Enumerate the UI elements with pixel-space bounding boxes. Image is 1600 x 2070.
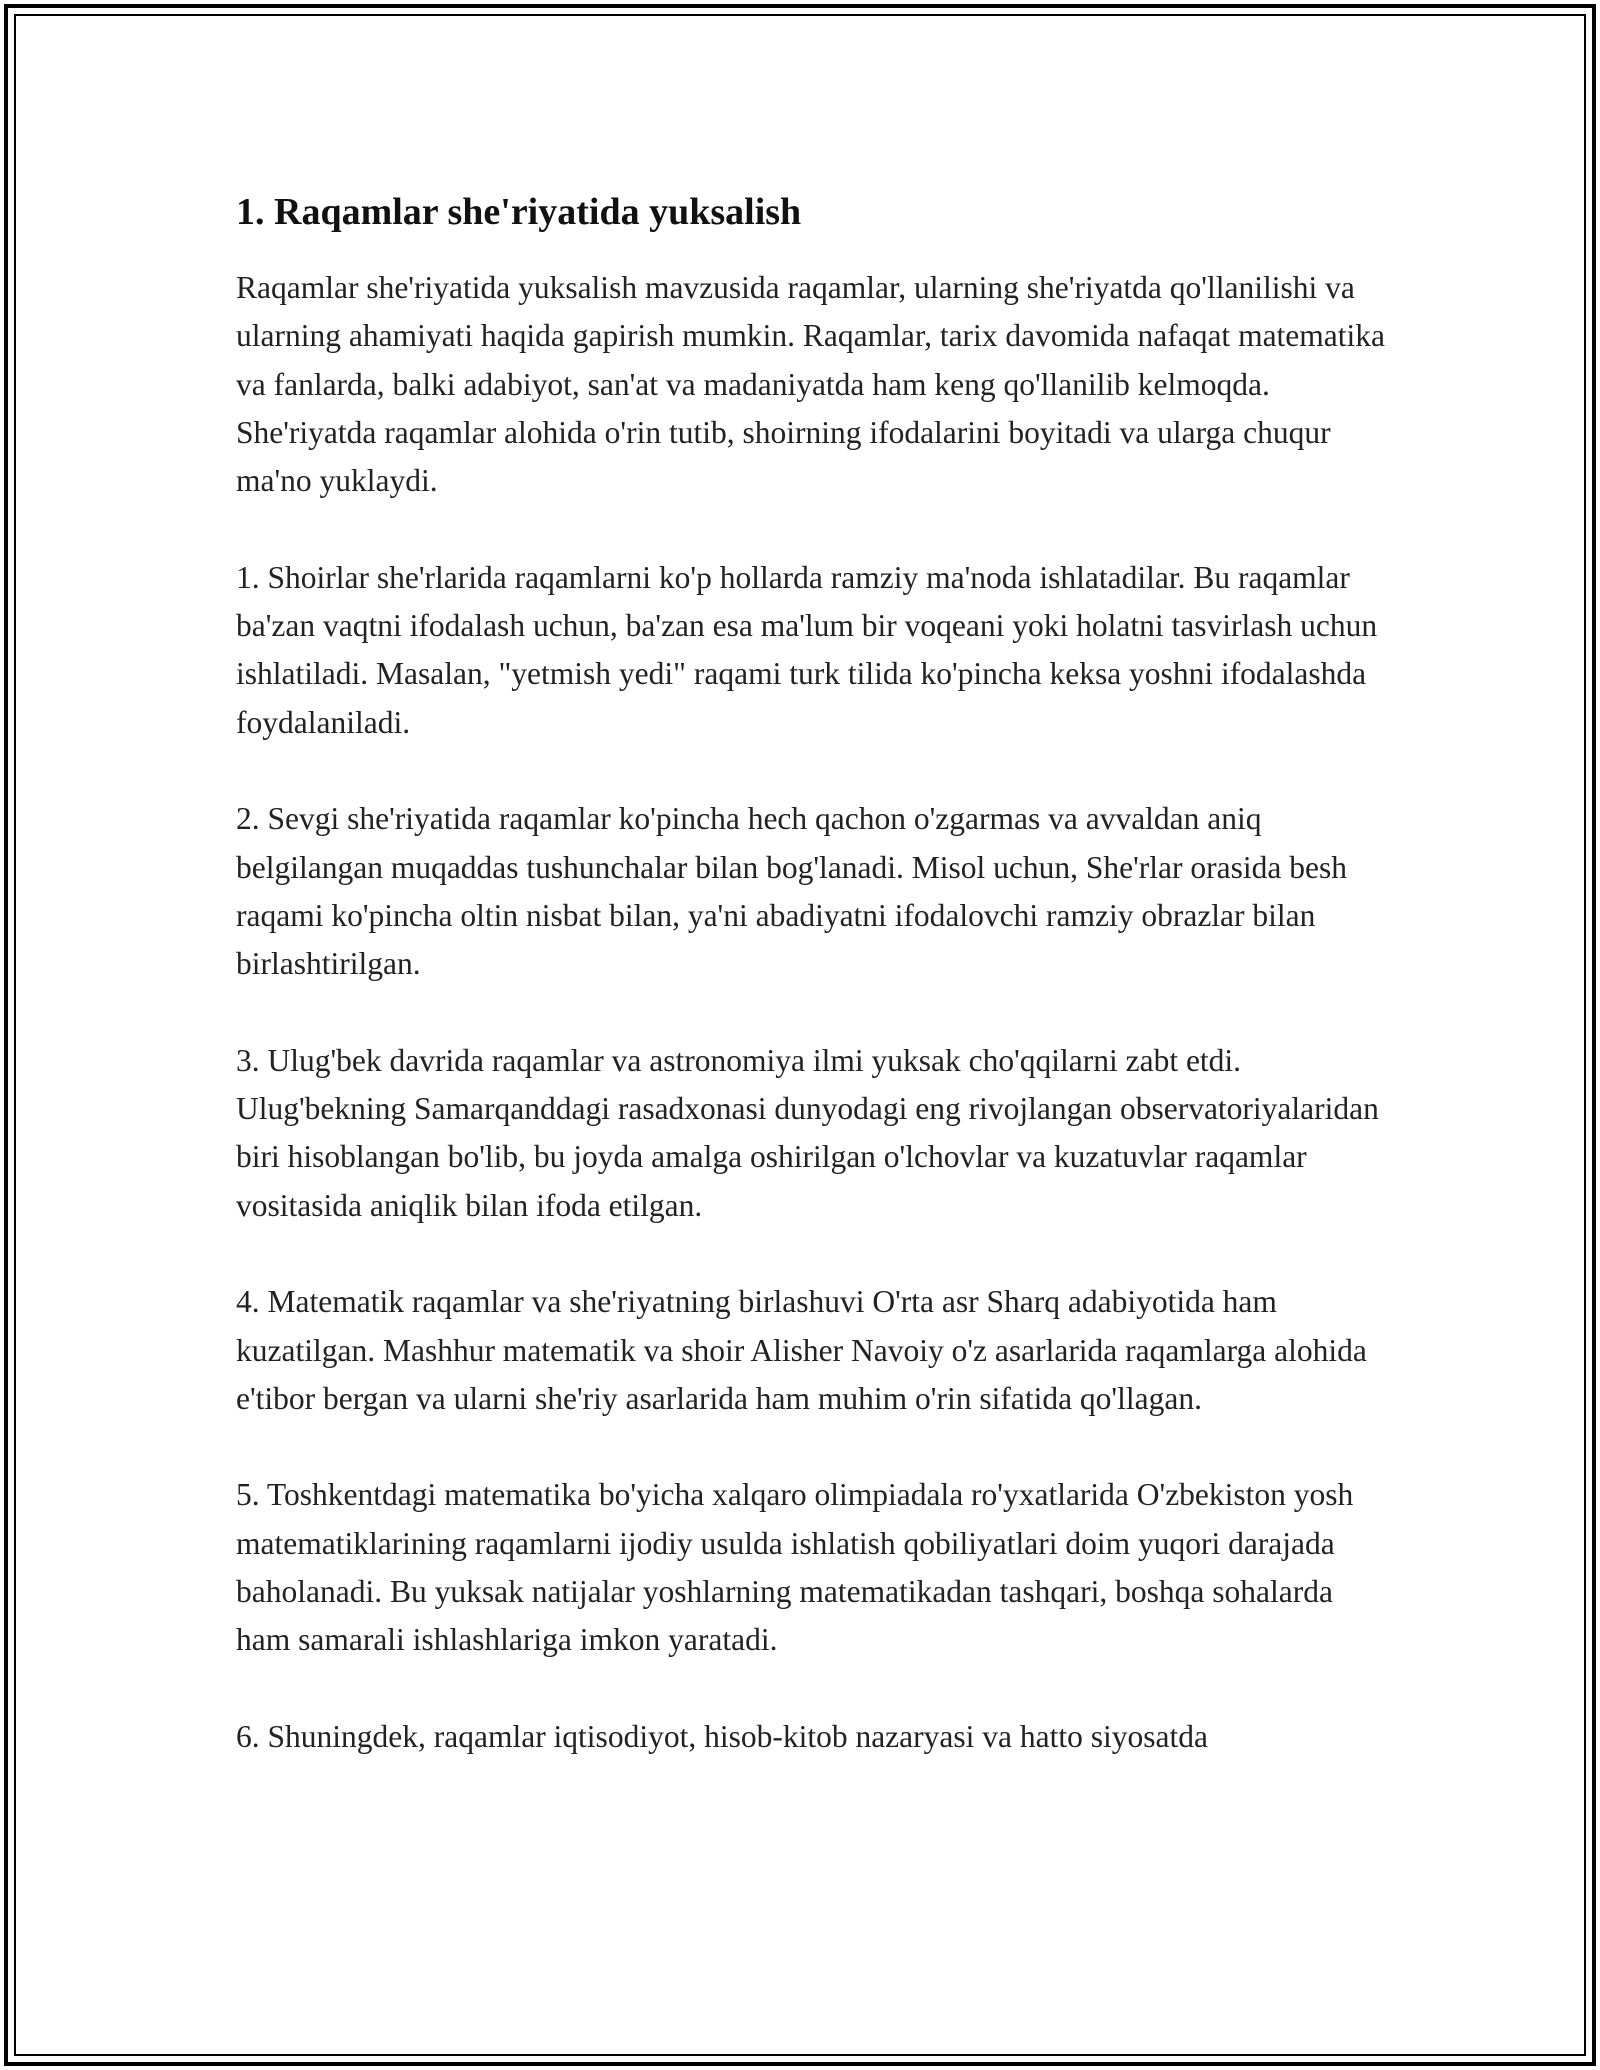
document-body bbox=[236, 186, 1386, 1761]
document-title: 1. Raqamlar she'riyatida yuksalish bbox=[236, 191, 802, 233]
paragraph-point-3: 3. Ulug'bek davrida raqamlar va astronomiya ilmi yuksak cho'qqilarni zabt etdi. Ulug'bekning Samarqanddagi rasadxonasi dunyodagi eng rivojlangan observatoriyalaridan biri hisoblangan bo'lib, bu joyda amalga oshirilgan o'lchovlar va kuzatuvlar raqamlar vositasida aniqlik bilan ifoda etilgan. bbox=[236, 1042, 1379, 1223]
paragraph-point-5: 5. Toshkentdagi matematika bo'yicha xalqaro olimpiadala ro'yxatlarida O'zbekiston yosh matematiklarining raqamlarni ijodiy usulda ishlatish qobiliyatlari doim yuqori darajada baholanadi. Bu yuksak natijalar yoshlarning matematikadan tashqari, boshqa sohalarda ham samarali ishlashlariga imkon yaratadi. bbox=[236, 1477, 1354, 1658]
paragraph-point-6: 6. Shuningdek, raqamlar iqtisodiyot, hisob-kitob nazaryasi va hatto siyosatda bbox=[236, 1718, 1208, 1754]
paragraph-point-2: 2. Sevgi she'riyatida raqamlar ko'pincha hech qachon o'zgarmas va avvaldan aniq belgilangan muqaddas tushunchalar bilan bog'lanadi. Misol uchun, She'rlar orasida besh raqami ko'pincha oltin nisbat bilan, ya'ni abadiyatni ifodalovchi ramziy obrazlar bilan birlashtirilgan. bbox=[236, 801, 1347, 982]
paragraph-point-4: 4. Matematik raqamlar va she'riyatning birlashuvi O'rta asr Sharq adabiyotida ham kuzatilgan. Mashhur matematik va shoir Alisher Navoiy o'z asarlarida raqamlarga alohida e'tibor bergan va ularni she'riy asarlarida ham muhim o'rin sifatida qo'llagan. bbox=[236, 1284, 1367, 1416]
paragraph-intro: Raqamlar she'riyatida yuksalish mavzusida raqamlar, ularning she'riyatda qo'llanilishi va ularning ahamiyati haqida gapirish mumkin. Raqamlar, tarix davomida nafaqat matematika va fanlarda, balki adabiyot, san'at va madaniyatda ham keng qo'llanilib kelmoqda. She'riyatda raqamlar alohida o'rin tutib, shoirning ifodalarini boyitadi va ularga chuqur ma'no yuklaydi. bbox=[236, 270, 1385, 499]
paragraph-point-1: 1. Shoirlar she'rlarida raqamlarni ko'p hollarda ramziy ma'noda ishlatadilar. Bu raqamlar ba'zan vaqtni ifodalash uchun, ba'zan esa ma'lum bir voqeani yoki holatni tasvirlash uchun ishlatiladi. Masalan, "yetmish yedi" raqami turk tilida ko'pincha keksa yoshni ifodalashda foydalaniladi. bbox=[236, 559, 1378, 740]
